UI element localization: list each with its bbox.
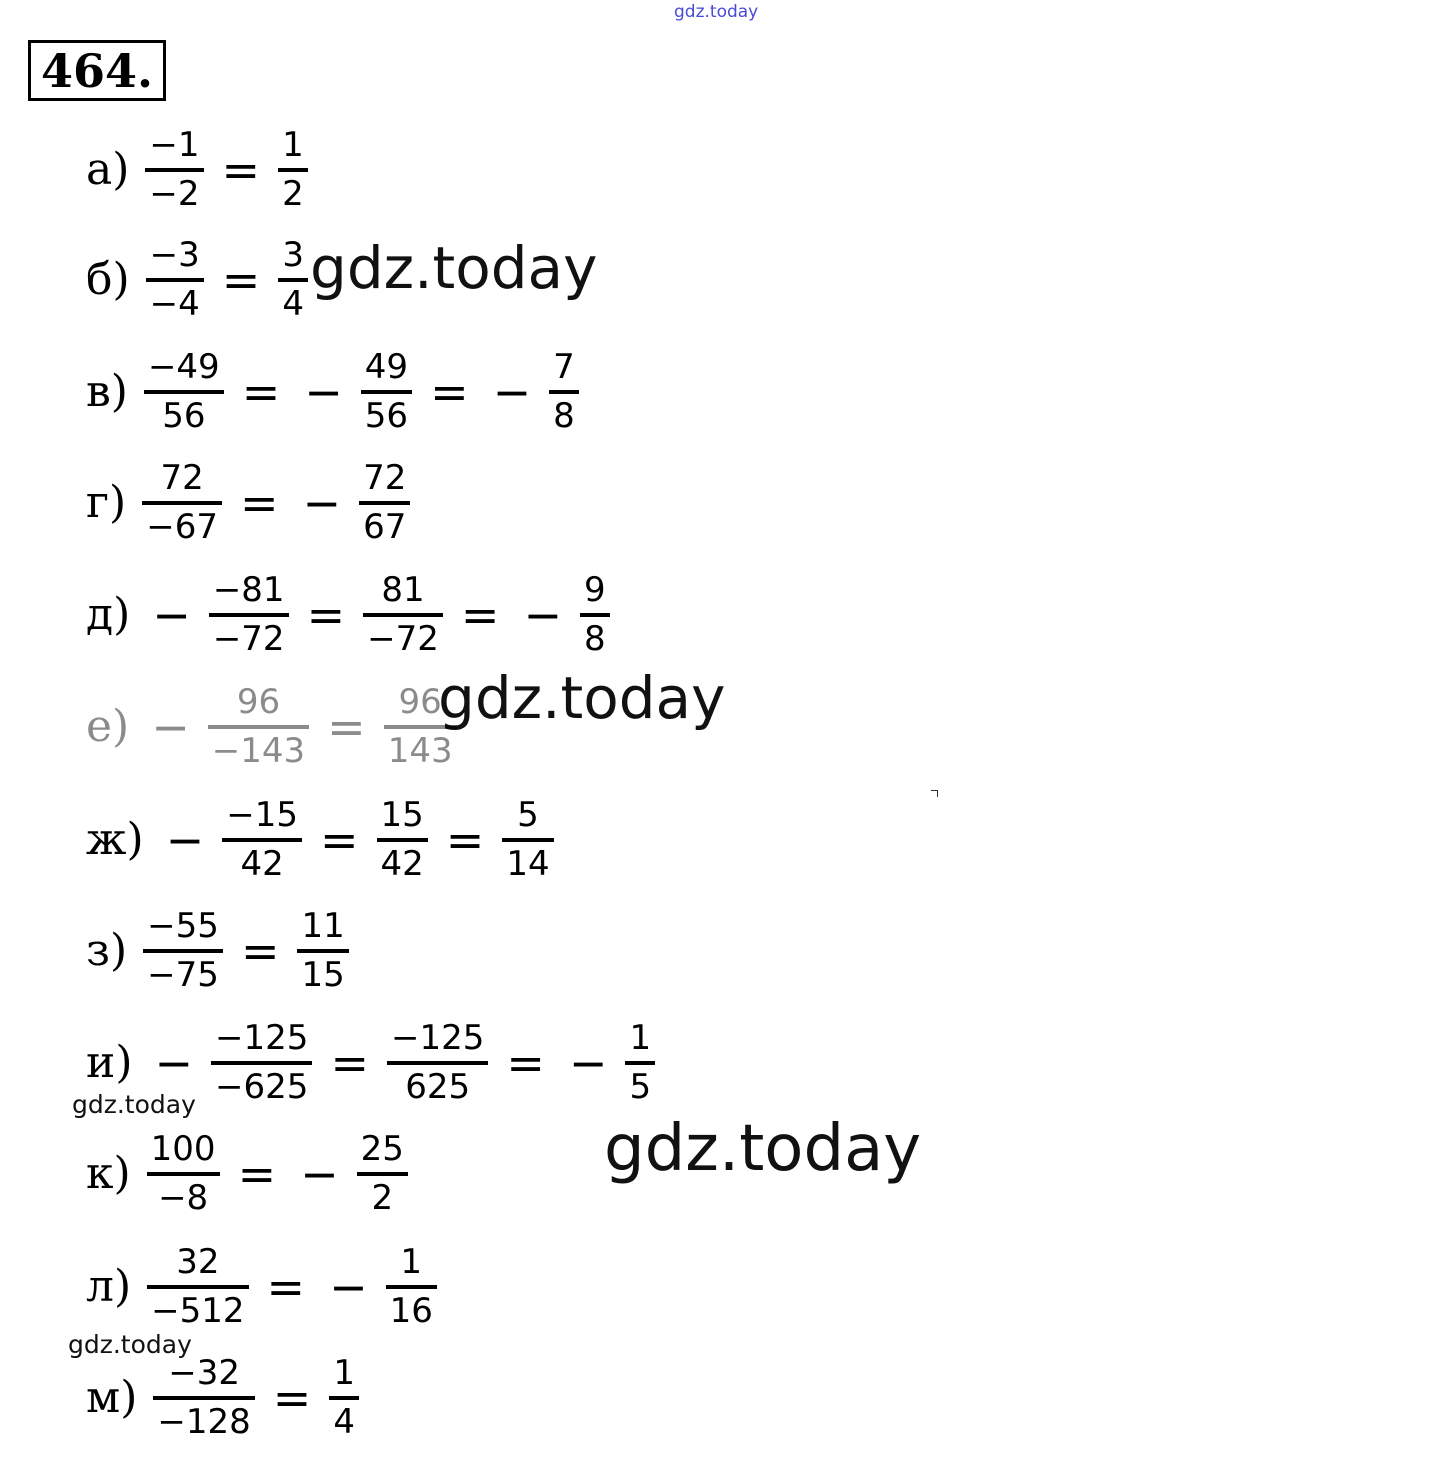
fraction-bar bbox=[387, 1061, 488, 1065]
numerator: 5 bbox=[517, 794, 539, 835]
equals-sign: = bbox=[445, 813, 485, 867]
fraction bbox=[357, 1129, 408, 1220]
denominator: 625 bbox=[405, 1067, 471, 1107]
denominator: 5 bbox=[629, 1067, 652, 1107]
fraction bbox=[211, 1018, 312, 1109]
fraction bbox=[363, 570, 443, 661]
denominator: −2 bbox=[149, 174, 200, 214]
numerator: −15 bbox=[226, 794, 298, 835]
denominator: 56 bbox=[364, 396, 409, 436]
fraction bbox=[297, 906, 348, 997]
item-label: м) bbox=[86, 1372, 138, 1423]
fraction-bar bbox=[147, 1172, 220, 1176]
minus-sign: − bbox=[523, 588, 562, 642]
fraction-bar bbox=[297, 949, 348, 953]
watermark-large-1: gdz.today bbox=[310, 234, 598, 302]
numerator: 15 bbox=[380, 794, 424, 835]
numerator: −125 bbox=[390, 1017, 485, 1058]
numerator: −1 bbox=[149, 124, 200, 165]
fraction bbox=[145, 125, 203, 216]
solution-row bbox=[86, 120, 314, 220]
numerator: 49 bbox=[364, 346, 409, 387]
minus-sign: − bbox=[151, 700, 190, 754]
item-label: а) bbox=[86, 144, 130, 195]
fraction-bar bbox=[147, 1285, 248, 1289]
numerator: 96 bbox=[398, 681, 442, 722]
numerator: −81 bbox=[212, 569, 285, 610]
denominator: −625 bbox=[215, 1067, 309, 1107]
fraction-bar bbox=[142, 501, 222, 505]
numerator: 1 bbox=[629, 1017, 652, 1058]
fraction bbox=[329, 1353, 359, 1444]
numerator: 81 bbox=[381, 569, 425, 610]
numerator: 3 bbox=[282, 234, 304, 275]
fraction-bar bbox=[153, 1396, 254, 1400]
denominator: 4 bbox=[333, 1402, 355, 1442]
watermark-small-1: gdz.today bbox=[72, 1090, 196, 1119]
numerator: 1 bbox=[400, 1241, 423, 1282]
fraction bbox=[146, 235, 204, 326]
minus-sign: − bbox=[492, 365, 532, 419]
fraction-bar bbox=[363, 613, 443, 617]
equals-sign: = bbox=[319, 813, 359, 867]
solution-row bbox=[86, 901, 355, 1001]
item-label: л) bbox=[86, 1261, 132, 1312]
fraction-bar bbox=[549, 390, 579, 394]
fraction-bar bbox=[377, 838, 428, 842]
fraction-bar bbox=[211, 1061, 312, 1065]
equals-sign: = bbox=[330, 1036, 369, 1090]
minus-sign: − bbox=[302, 476, 342, 530]
item-label: г) bbox=[86, 477, 127, 528]
fraction-bar bbox=[144, 390, 224, 394]
minus-sign: − bbox=[165, 813, 205, 867]
equals-sign: = bbox=[239, 476, 279, 530]
equals-sign: = bbox=[272, 1371, 312, 1425]
item-label: ж) bbox=[86, 814, 144, 865]
denominator: −4 bbox=[149, 284, 200, 324]
solution-row bbox=[86, 790, 560, 890]
equals-sign: = bbox=[266, 1260, 306, 1314]
denominator: −143 bbox=[211, 731, 306, 771]
numerator: −125 bbox=[215, 1017, 309, 1058]
fraction bbox=[625, 1018, 655, 1109]
solution-row bbox=[86, 677, 463, 777]
fraction-bar bbox=[359, 501, 410, 505]
fraction bbox=[222, 795, 302, 886]
numerator: 11 bbox=[301, 905, 345, 946]
minus-sign: − bbox=[300, 1147, 339, 1201]
fraction-bar bbox=[278, 278, 308, 282]
item-label: б) bbox=[86, 254, 130, 305]
watermark-large-2: gdz.today bbox=[438, 664, 726, 732]
equals-sign: = bbox=[306, 588, 346, 642]
numerator: 1 bbox=[333, 1352, 355, 1393]
equals-sign: = bbox=[240, 924, 280, 978]
equals-sign: = bbox=[430, 365, 469, 419]
solution-row bbox=[86, 565, 616, 665]
fraction bbox=[361, 347, 412, 438]
fraction-bar bbox=[143, 949, 223, 953]
minus-sign: − bbox=[329, 1260, 368, 1314]
denominator: 2 bbox=[371, 1178, 394, 1218]
denominator: −512 bbox=[151, 1291, 245, 1331]
fraction bbox=[359, 458, 410, 549]
fraction-bar bbox=[209, 613, 289, 617]
denominator: −67 bbox=[146, 507, 218, 547]
item-label: е) bbox=[86, 701, 130, 752]
denominator: 14 bbox=[506, 844, 550, 884]
denominator: −72 bbox=[212, 619, 285, 659]
equals-sign: = bbox=[327, 700, 366, 754]
equals-sign: = bbox=[241, 365, 281, 419]
denominator: 15 bbox=[301, 955, 345, 995]
watermark-small-2: gdz.today bbox=[68, 1330, 192, 1359]
solution-row bbox=[86, 230, 314, 330]
denominator: 143 bbox=[387, 731, 453, 771]
numerator: 96 bbox=[236, 681, 281, 722]
item-label: з) bbox=[86, 925, 128, 976]
fraction-bar bbox=[329, 1396, 359, 1400]
denominator: 56 bbox=[162, 396, 206, 436]
solution-row bbox=[86, 1013, 661, 1113]
numerator: −3 bbox=[149, 234, 200, 275]
stray-mark bbox=[931, 790, 938, 797]
fraction bbox=[502, 795, 553, 886]
fraction-bar bbox=[361, 390, 412, 394]
denominator: −128 bbox=[157, 1402, 251, 1442]
solution-row bbox=[86, 1124, 414, 1224]
fraction-bar bbox=[384, 725, 457, 729]
fraction-bar bbox=[502, 838, 553, 842]
equals-sign: = bbox=[237, 1147, 277, 1201]
numerator: 7 bbox=[553, 346, 575, 387]
fraction bbox=[386, 1242, 437, 1333]
denominator: 16 bbox=[389, 1291, 433, 1331]
denominator: 42 bbox=[380, 844, 424, 884]
fraction-bar bbox=[145, 168, 203, 172]
fraction bbox=[144, 347, 224, 438]
fraction-bar bbox=[357, 1172, 408, 1176]
fraction-bar bbox=[146, 278, 204, 282]
solution-row bbox=[86, 1348, 365, 1448]
minus-sign: − bbox=[304, 365, 343, 419]
fraction-bar bbox=[208, 725, 309, 729]
fraction bbox=[278, 125, 308, 216]
fraction-bar bbox=[222, 838, 302, 842]
fraction bbox=[147, 1242, 248, 1333]
fraction bbox=[549, 347, 579, 438]
fraction bbox=[377, 795, 428, 886]
solution-row bbox=[86, 453, 416, 553]
fraction bbox=[278, 235, 308, 326]
numerator: 100 bbox=[150, 1128, 216, 1169]
equals-sign: = bbox=[506, 1036, 545, 1090]
item-label: к) bbox=[86, 1148, 131, 1199]
equals-sign: = bbox=[460, 588, 500, 642]
watermark-large-3: gdz.today bbox=[604, 1112, 922, 1186]
fraction-bar bbox=[386, 1285, 437, 1289]
minus-sign: − bbox=[152, 588, 191, 642]
denominator: 8 bbox=[553, 396, 575, 436]
denominator: −8 bbox=[158, 1178, 209, 1218]
denominator: 42 bbox=[240, 844, 284, 884]
fraction bbox=[208, 682, 309, 773]
item-label: д) bbox=[86, 589, 131, 640]
minus-sign: − bbox=[154, 1036, 194, 1090]
item-label: в) bbox=[86, 366, 128, 417]
denominator: 4 bbox=[282, 284, 304, 324]
fraction bbox=[384, 682, 457, 773]
numerator: 25 bbox=[360, 1128, 404, 1169]
numerator: 1 bbox=[282, 124, 304, 165]
denominator: 67 bbox=[363, 507, 407, 547]
numerator: −55 bbox=[147, 905, 219, 946]
denominator: 8 bbox=[583, 619, 606, 659]
fraction bbox=[387, 1018, 488, 1109]
item-label: и) bbox=[86, 1037, 133, 1088]
equals-sign: = bbox=[221, 143, 261, 197]
solution-row bbox=[86, 342, 585, 442]
minus-sign: − bbox=[568, 1036, 608, 1090]
fraction bbox=[147, 1129, 220, 1220]
denominator: −75 bbox=[147, 955, 219, 995]
fraction bbox=[580, 570, 610, 661]
fraction bbox=[153, 1353, 254, 1444]
numerator: 9 bbox=[583, 569, 606, 610]
numerator: 72 bbox=[363, 457, 407, 498]
fraction bbox=[142, 458, 222, 549]
fraction-bar bbox=[580, 613, 610, 617]
fraction-bar bbox=[625, 1061, 655, 1065]
numerator: 72 bbox=[160, 457, 204, 498]
fraction bbox=[143, 906, 223, 997]
denominator: 2 bbox=[282, 174, 304, 214]
numerator: −49 bbox=[147, 346, 220, 387]
numerator: 32 bbox=[176, 1241, 220, 1282]
fraction bbox=[209, 570, 289, 661]
task-number: 464. bbox=[28, 40, 166, 101]
fraction-bar bbox=[278, 168, 308, 172]
watermark-top: gdz.today bbox=[674, 2, 759, 22]
equals-sign: = bbox=[221, 253, 261, 307]
denominator: −72 bbox=[367, 619, 439, 659]
numerator: −32 bbox=[168, 1352, 240, 1393]
solution-row bbox=[86, 1237, 443, 1337]
